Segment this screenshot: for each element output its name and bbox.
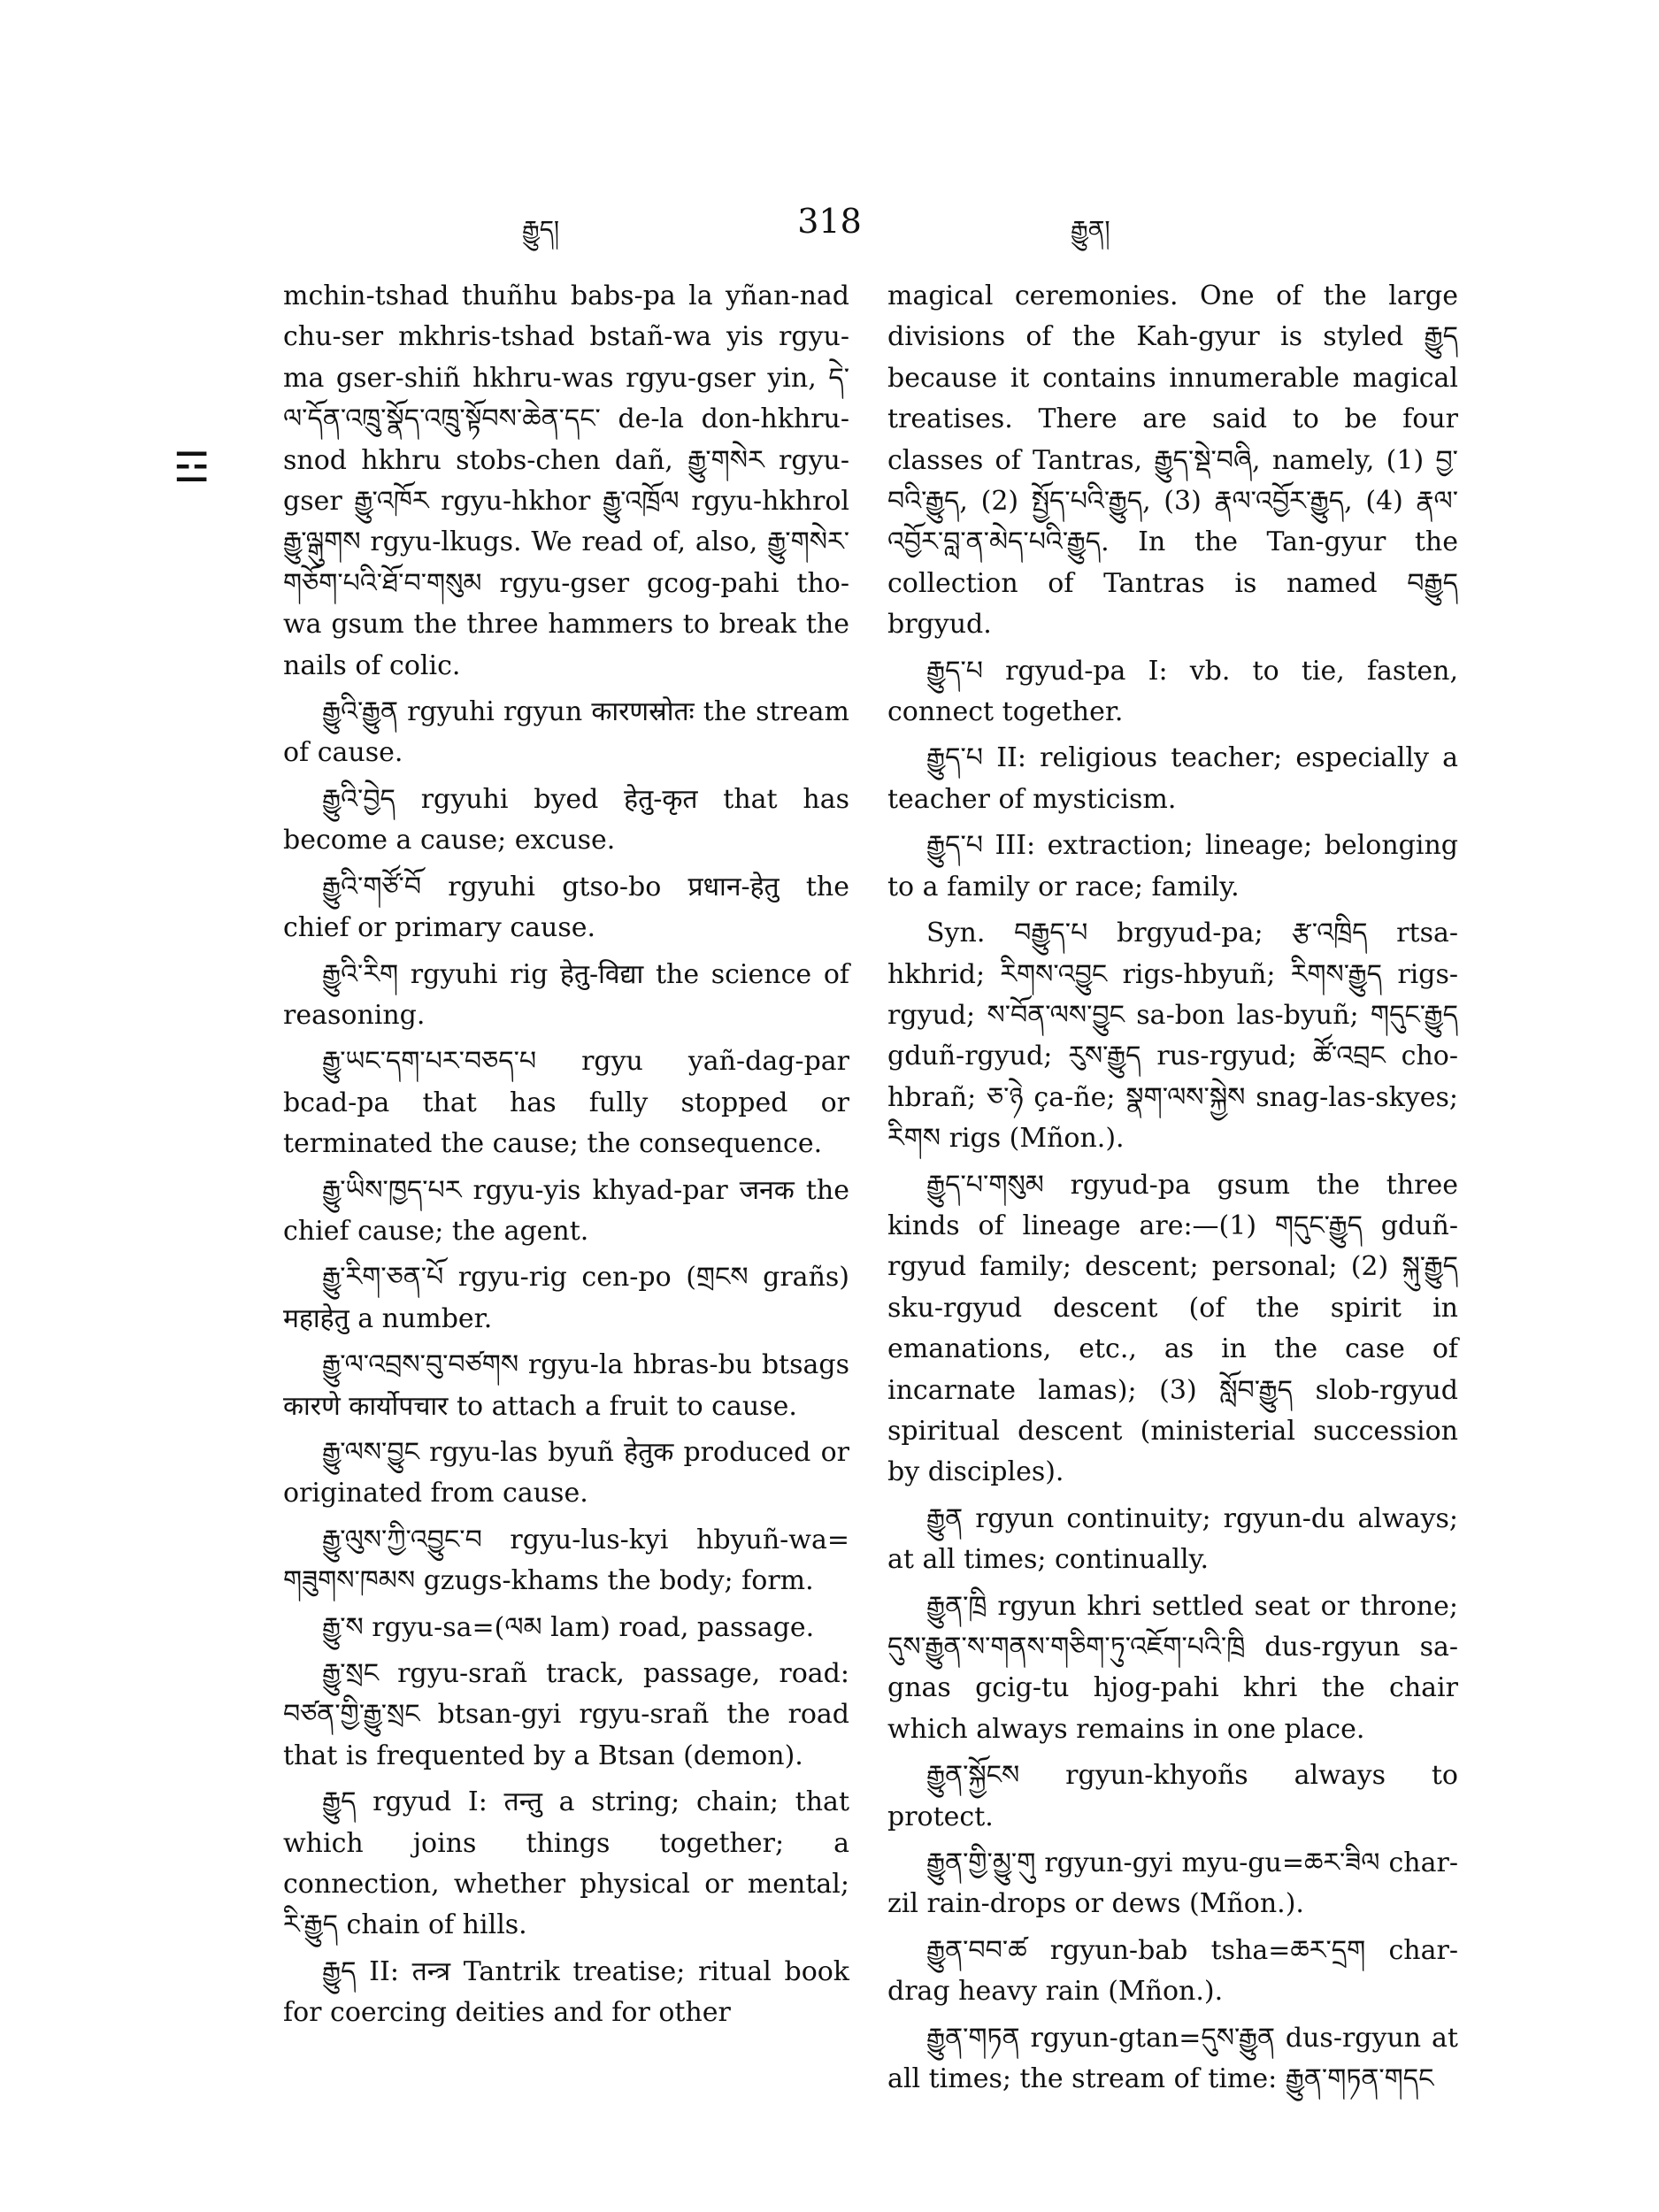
left-entry: རྒྱུའི་རིག rgyuhi rig हेतु-विद्या the science of reasoning.: [283, 958, 849, 1031]
left-entry: རྒྱུའི་གཙོ་བོ rgyuhi gtso-bo प्रधान-हेतु the chief or primary cause.: [283, 871, 849, 944]
left-entry: རྒྱུ་ལས་བྱུང rgyu-las byuñ हेतुक produced or originated from cause.: [283, 1436, 849, 1509]
right-entry: རྒྱུན་བབ་ཚ rgyun-bab tsha=ཆར་དྲག char-drag heavy rain (Mñon.).: [887, 1934, 1458, 2008]
right-column: [887, 276, 1458, 2105]
left-column: [283, 276, 849, 2039]
header-right-word: རྒྱུན།: [1071, 215, 1110, 244]
page-number: 318: [797, 202, 862, 241]
page-header: [0, 202, 1659, 255]
margin-trigram-mark: ☲: [173, 443, 211, 491]
left-entry: རྒྱུ་རིག་ཅན་པོ rgyu-rig cen-po (གྲངས grañs) महाहेतु a number.: [283, 1262, 849, 1334]
right-entry: རྒྱུན་གཏན rgyun-gtan=དུས་རྒྱུན dus-rgyun at all times; the stream of time: རྒྱུན་གཏན་གདང: [887, 2022, 1458, 2095]
right-entry: རྒྱུད་པ་གསུམ rgyud-pa gsum the three kinds of lineage are:—(1) གདུང་རྒྱུད gduñ-rgyud family; descent; personal; (2) སྐུ་རྒྱུད sku-rgyud descent (of the spirit in emanations, etc., as in the case of incarnate lamas); (3) སློབ་རྒྱུད slob-rgyud spiritual descent (ministerial succession by disciples).: [887, 1169, 1458, 1488]
left-entry: རྒྱུད rgyud I: तन्तु a string; chain; that which joins things together; a connection, whether physical or mental; རི་རྒྱུད chain of hills.: [283, 1786, 849, 1941]
left-entry: རྒྱུ་ལུས་ཀྱི་འབྱུང་བ rgyu-lus-kyi hbyuñ-wa= གཟུགས་ཁམས gzugs-khams the body; form.: [283, 1524, 849, 1597]
left-entry: mchin-tshad thuñhu babs-pa la yñan-nad chu-ser mkhris-tshad bstañ-wa yis rgyu-ma gser-shiñ hkhru-was rgyu-gser yin, དེ་ལ་དོན་འཁྲུ་སྣོད་འཁྲུ་སྟོབས་ཆེན་དང་ de-la don-hkhru-snod hkhru stobs-chen dañ, རྒྱུ་གསེར rgyu-gser རྒྱུ་འཁོར rgyu-hkhor རྒྱུ་འཁྲོལ rgyu-hkhrol རྒྱུ་ལྒུགས rgyu-lkugs. We read of, also, རྒྱུ་གསེར་གཅོག་པའི་ཐོ་བ་གསུམ rgyu-gser gcog-pahi tho-wa gsum the three hammers to break the nails of colic.: [283, 280, 849, 681]
left-entry: རྒྱུ་ཡང་དག་པར་བཅད་པ rgyu yañ-dag-par bcad-pa that has fully stopped or terminated the cause; the consequence.: [283, 1046, 849, 1160]
right-entry: རྒྱུན rgyun continuity; rgyun-du always; at all times; continually.: [887, 1502, 1458, 1576]
left-entry: རྒྱུ་ཡིས་ཁྱད་པར rgyu-yis khyad-par जनक the chief cause; the agent.: [283, 1174, 849, 1247]
right-entry: Syn. བརྒྱུད་པ brgyud-pa; རྩ་འཁྲིད rtsa-hkhrid; རིགས་འབྱུང rigs-hbyuñ; རིགས་རྒྱུད rigs-rgyud; ས་བོན་ལས་བྱུང sa-bon las-byuñ; གདུང་རྒྱུད gduñ-rgyud; རུས་རྒྱུད rus-rgyud; ཚོ་འབྲང cho-hbrañ; ཅ་ཉེ ça-ñe; སྣག་ལས་སྐྱེས snag-las-skyes; རིགས rigs (Mñon.).: [887, 918, 1458, 1155]
left-entry: རྒྱུ་ས rgyu-sa=(ལམ lam) road, passage.: [322, 1611, 815, 1643]
left-entry: རྒྱུད II: तन्त्र Tantrik treatise; ritual book for coercing deities and for other: [283, 1955, 849, 2029]
right-entry: རྒྱུན་ཁྲི rgyun khri settled seat or throne; དུས་རྒྱུན་ས་གནས་གཅིག་ཏུ་འཇོག་པའི་ཁྲི dus-rgyun sa-gnas gcig-tu hjog-pahi khri the chair which always remains in one place.: [887, 1590, 1458, 1745]
right-entry: རྒྱུད་པ II: religious teacher; especially a teacher of mysticism.: [887, 742, 1458, 815]
right-entry: རྒྱུན་སྐྱོངས rgyun-khyoñs always to protect.: [887, 1760, 1458, 1832]
right-entry: རྒྱུན་གྱི་མྱུ་གུ rgyun-gyi myu-gu=ཆར་ཟིལ char-zil rain-drops or dews (Mñon.).: [887, 1847, 1458, 1920]
left-entry: རྒྱུ་སྲང rgyu-srañ track, passage, road: བཙན་གྱི་རྒྱུ་སྲང btsan-gyi rgyu-srañ the road that is frequented by a Btsan (demon).: [283, 1658, 849, 1771]
header-left-word: རྒྱུད།: [522, 215, 560, 244]
right-entry: རྒྱུད་པ III: extraction; lineage; belonging to a family or race; family.: [887, 830, 1458, 902]
right-entry: magical ceremonies. One of the large divisions of the Kah-gyur is styled རྒྱུད because it contains innumerable magical treatises. There are said to be four classes of Tantras, རྒྱུད་སྡེ་བཞི, namely, (1) བྱ་བའི་རྒྱུད, (2) སྤྱོད་པའི་རྒྱུད, (3) རྣལ་འབྱོར་རྒྱུད, (4) རྣལ་འབྱོར་བླ་ན་མེད་པའི་རྒྱུད. In the Tan-gyur the collection of Tantras is named བརྒྱུད brgyud.: [887, 280, 1458, 641]
right-entry: རྒྱུད་པ rgyud-pa I: vb. to tie, fasten, connect together.: [887, 655, 1458, 728]
left-entry: རྒྱུའི་བྱེད rgyuhi byed हेतु-कृत that has become a cause; excuse.: [283, 783, 849, 856]
left-entry: རྒྱུ་ལ་འབྲས་བུ་བཙགས rgyu-la hbras-bu btsags कारणे कार्योपचार to attach a fruit to cause.: [283, 1349, 849, 1422]
left-entry: རྒྱུའི་རྒྱུན rgyuhi rgyun कारणस्रोतः the stream of cause.: [283, 696, 849, 769]
